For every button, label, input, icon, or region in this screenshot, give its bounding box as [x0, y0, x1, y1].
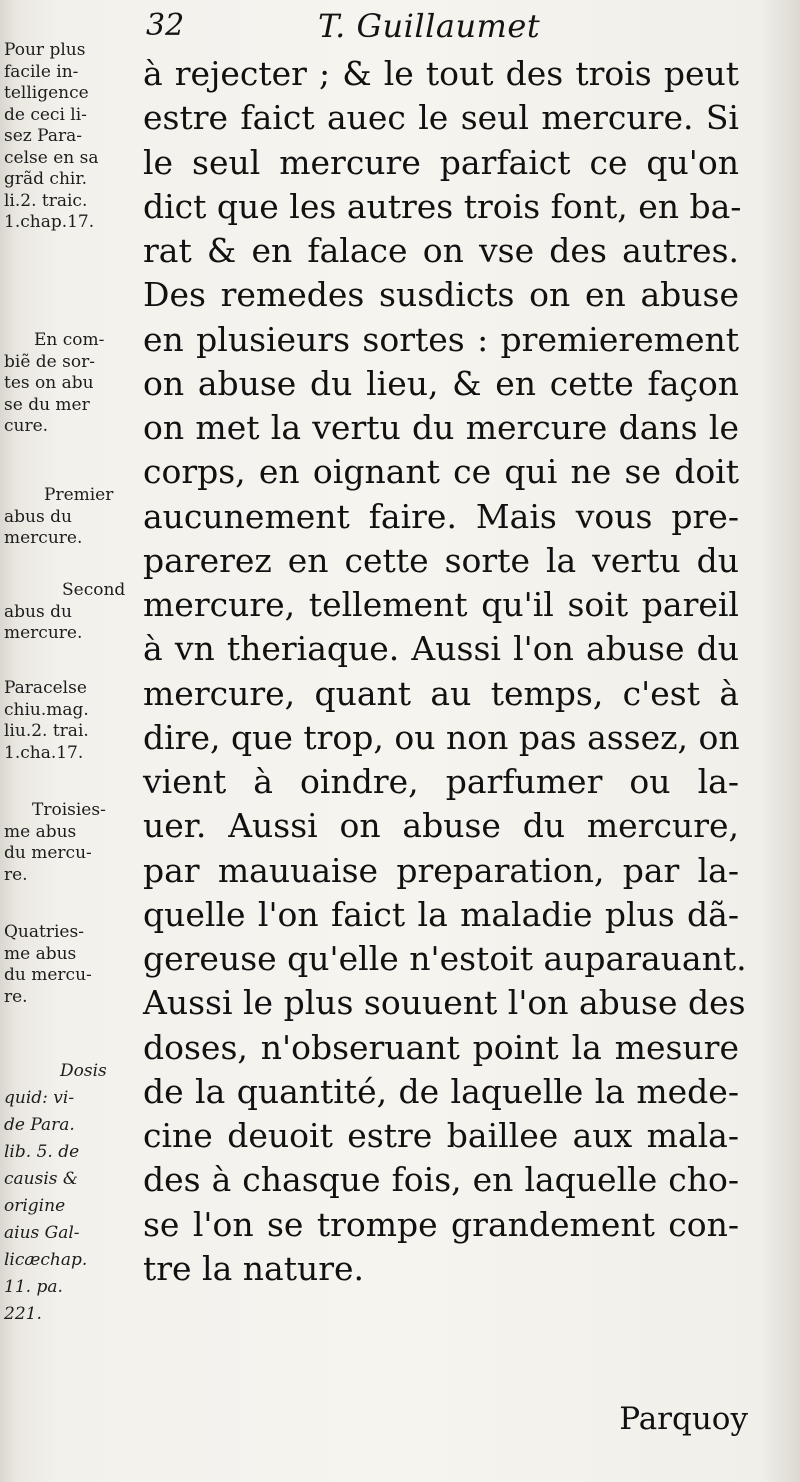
text-line: doses, n'obseruant point la mesure — [143, 1027, 739, 1067]
text-line: des à chasque fois, en laquelle cho- — [143, 1160, 739, 1200]
sidenote-line: me abus — [4, 821, 77, 842]
sidenote-line: mercure. — [4, 623, 83, 643]
text-line: aucunement faire. Mais vous pre- — [143, 496, 739, 536]
text-line: dire, que trop, ou non pas assez, on — [143, 717, 740, 757]
sidenote-line: Second — [62, 580, 126, 600]
sidenote-line: de ceci li- — [4, 104, 87, 125]
text-line: par mauuaise preparation, par la- — [143, 850, 739, 890]
sidenote-line: facile in- — [4, 61, 79, 82]
sidenote-line: Troisies- — [32, 800, 106, 820]
sidenote-line: du mercu- — [4, 965, 92, 985]
sidenote-line: lib. 5. de — [4, 1142, 80, 1162]
text-line: cine deuoit estre baillee aux mala- — [143, 1116, 739, 1155]
page-number: 32 — [146, 8, 185, 43]
text-line: on abuse du lieu, & en cette façon — [143, 363, 739, 403]
sidenote-line: aius Gal- — [4, 1223, 80, 1243]
sidenote-line: licæchap. — [4, 1250, 88, 1270]
sidenote-line: mercure. — [4, 528, 83, 548]
sidenote-en-combien — [4, 330, 104, 438]
text-line: à rejecter ; & le tout des trois peut — [143, 54, 739, 93]
sidenote-quatrieme-abus — [4, 922, 92, 1008]
text-line: se l'on se trompe grandement con- — [143, 1204, 739, 1244]
text-line: Des remedes susdicts on en abuse — [143, 275, 739, 315]
text-line: mercure, quant au temps, c'est à — [143, 673, 739, 713]
sidenote-line: abus du — [4, 601, 72, 622]
sidenote-line: En com- — [34, 330, 105, 350]
sidenote-intelligence — [4, 40, 98, 234]
sidenote-line: Quatries- — [4, 922, 84, 942]
sidenote-line: liu.2. trai. — [4, 721, 89, 741]
sidenote-line: grãd chir. — [4, 169, 87, 189]
text-line: uer. Aussi on abuse du mercure, — [143, 806, 739, 846]
sidenote-paracelse — [4, 678, 89, 764]
sidenote-line: celse en sa — [4, 147, 99, 168]
sidenote-line: origine — [4, 1196, 66, 1216]
text-line: en plusieurs sortes : premierement — [143, 319, 739, 359]
text-line: mercure, tellement qu'il soit pareil — [143, 585, 739, 624]
page-header — [0, 6, 800, 46]
text-line: le seul mercure parfaict ce qu'on — [143, 142, 739, 182]
sidenote-line: Dosis — [60, 1061, 107, 1081]
text-line: Aussi le plus souuent l'on abuse des — [143, 983, 746, 1023]
sidenote-line: sez Para- — [4, 126, 82, 146]
sidenote-line: re. — [4, 864, 28, 885]
sidenote-line: Paracelse — [4, 678, 87, 698]
sidenote-line: biẽ de sor- — [4, 351, 95, 372]
sidenote-line: li.2. traic. — [4, 190, 88, 211]
catchword: Parquoy — [619, 1401, 748, 1437]
sidenote-line: 1.cha.17. — [4, 742, 84, 763]
text-line: de la quantité, de laquelle la mede- — [143, 1071, 739, 1111]
sidenote-line: re. — [4, 986, 28, 1007]
text-line-last: tre la nature. — [143, 1248, 365, 1288]
sidenote-line: causis & — [4, 1169, 79, 1189]
sidenote-line: Premier — [44, 485, 114, 505]
text-line: gereuse qu'elle n'estoit auparauant. — [143, 939, 747, 978]
text-line: quelle l'on faict la maladie plus dã- — [143, 894, 739, 934]
sidenote-line: chiu.mag. — [4, 699, 89, 720]
text-line: rat & en falace on vse des autres. — [143, 231, 739, 270]
text-line: à vn theriaque. Aussi l'on abuse du — [143, 629, 739, 669]
main-text — [143, 52, 747, 1291]
text-line: parerez en cette sorte la vertu du — [143, 540, 739, 580]
sidenote-line: tes on abu — [4, 373, 94, 393]
sidenote-line: de Para. — [4, 1115, 75, 1135]
sidenote-line: 221. — [4, 1304, 42, 1324]
sidenote-line: telligence — [4, 83, 89, 103]
running-title: T. Guillaumet — [318, 7, 541, 45]
text-line: on met la vertu du mercure dans le — [143, 408, 739, 447]
sidenote-line: abus du — [4, 506, 72, 527]
sidenote-second-abus — [4, 580, 125, 645]
sidenote-line: du mercu- — [4, 843, 92, 863]
sidenote-line: 11. pa. — [4, 1277, 63, 1297]
sidenote-line: cure. — [4, 416, 49, 436]
text-line: vient à oindre, parfumer ou la- — [143, 762, 739, 801]
sidenote-line: me abus — [4, 943, 77, 964]
text-line: dict que les autres trois font, en ba- — [143, 186, 742, 226]
sidenote-troisieme-abus — [4, 800, 106, 886]
sidenote-line: quid: vi- — [4, 1088, 75, 1108]
sidenote-line: 1.chap.17. — [4, 212, 95, 232]
sidenote-line: se du mer — [4, 394, 90, 415]
sidenote-dosis — [4, 1058, 107, 1328]
text-line: estre faict auec le seul mercure. Si — [143, 98, 739, 138]
sidenote-premier-abus — [4, 485, 113, 550]
sidenote-line: Pour plus — [4, 40, 86, 60]
text-line: corps, en oignant ce qui ne se doit — [143, 452, 739, 492]
